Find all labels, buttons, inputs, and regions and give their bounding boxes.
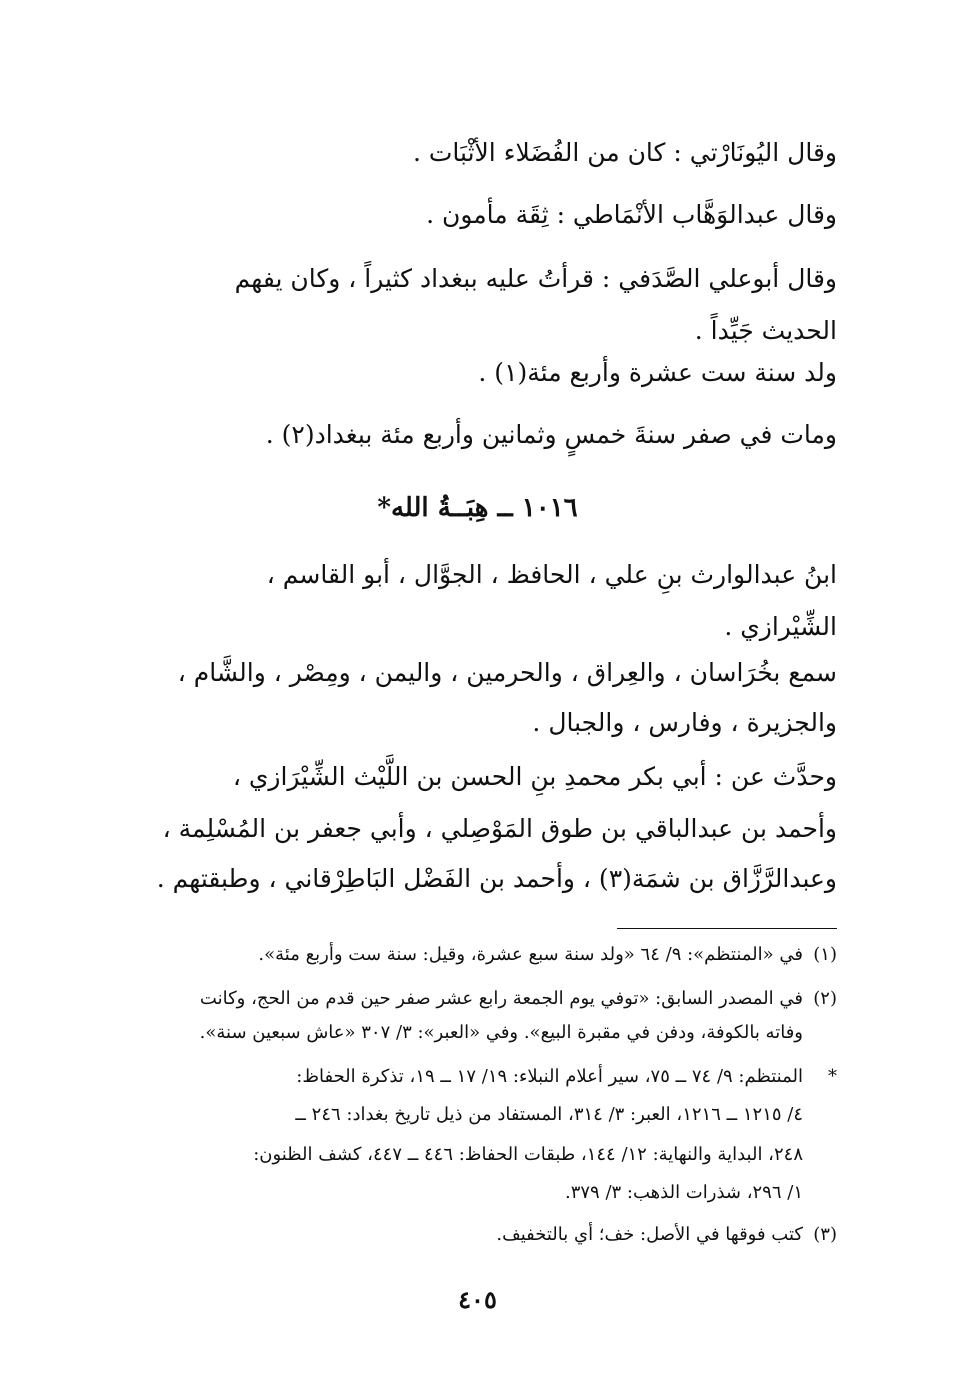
paragraph-name-line1: ابنُ عبدالوارث بنِ علي ، الحافظ ، الجوَّال ، أبو القاسم ، [266, 560, 837, 589]
footnote-1 [137, 944, 837, 966]
paragraph-narrated-line2: وأحمد بن عبدالباقي بن طوق المَوْصِلي ، وأبي جعفر بن المُسْلِمة ، [162, 814, 837, 843]
footnote-1-text: في «المنتظم»: ٩/ ٦٤ «ولد سنة سبع عشرة، وقيل: سنة ست وأربع مئة». [258, 944, 803, 965]
page-number: ٤٠٥ [458, 1285, 497, 1314]
footnote-star-line4: ١/ ٢٩٦، شذرات الذهب: ٣/ ٣٧٩. [564, 1182, 803, 1203]
paragraph-heard-line1: سمع بخُرَاسان ، والعِراق ، والحرمين ، واليمن ، ومِصْر ، والشَّام ، [177, 658, 837, 687]
paragraph-death: ومات في صفر سنةَ خمسٍ وثمانين وأربع مئة ببغداد(٢) . [265, 420, 837, 449]
footnote-1-number: (١) [813, 944, 837, 965]
paragraph-sadafi-line1: وقال أبوعلي الصَّدَفي : قرأتُ عليه ببغداد كثيراً ، وكان يفهم [234, 264, 837, 293]
footnote-separator [617, 928, 837, 929]
paragraph-yunarti: وقال اليُونَارْتي : كان من الفُضَلاء الأثْبَات . [413, 138, 837, 167]
paragraph-anmati: وقال عبدالوَهَّاب الأنْمَاطي : ثِقَة مأمون . [426, 200, 837, 229]
footnote-2-text-line1: في المصدر السابق: «توفي يوم الجمعة رابع عشر صفر حين قدم من الحج، وكانت [199, 988, 803, 1009]
footnote-star-line2: ٤/ ١٢١٥ ــ ١٢١٦، العبر: ٣/ ٣١٤، المستفاد من ذيل تاريخ بغداد: ٢٤٦ ــ [295, 1104, 803, 1125]
entry-heading-text: ١٠١٦ ــ هِبَــةُ الله* [377, 493, 578, 523]
footnote-2-line1 [137, 988, 837, 1010]
paragraph-heard-line2: والجزيرة ، وفارس ، والجبال . [532, 708, 837, 737]
footnote-2-line2: وفاته بالكوفة، ودفن في مقبرة البيع». وفي «العبر»: ٣/ ٣٠٧ «عاش سبعين سنة». [199, 1022, 803, 1043]
footnote-star-marker: * [828, 1066, 837, 1087]
footnote-star-line1 [137, 1066, 837, 1088]
footnote-3-text: كتب فوقها في الأصل: خف؛ أي بالتخفيف. [496, 1224, 803, 1245]
entry-heading [0, 488, 955, 528]
paragraph-name-line2: الشِّيْرازي . [724, 612, 837, 641]
paragraph-sadafi-line2: الحديث جَيِّداً . [694, 316, 837, 345]
footnote-2-number: (٢) [813, 988, 837, 1009]
footnote-3-number: (٣) [813, 1224, 837, 1245]
paragraph-narrated-line3: وعبدالرَّزَّاق بن شمَة(٣) ، وأحمد بن الفَضْل البَاطِرْقاني ، وطبقتهم . [156, 864, 837, 893]
footnote-star-text-line1: المنتظم: ٩/ ٧٤ ــ ٧٥، سير أعلام النبلاء: ١٩/ ١٧ ــ ١٩، تذكرة الحفاظ: [296, 1066, 803, 1087]
footnote-star-line3: ٢٤٨، البداية والنهاية: ١٢/ ١٤٤، طبقات الحفاظ: ٤٤٦ ــ ٤٤٧، كشف الظنون: [253, 1144, 803, 1165]
paragraph-birth: ولد سنة ست عشرة وأربع مئة(١) . [478, 358, 837, 387]
footnote-3 [137, 1224, 837, 1246]
paragraph-narrated-line1: وحدَّث عن : أبي بكر محمدِ بنِ الحسن بن اللَّيْث الشِّيْرَازي ، [232, 762, 837, 791]
